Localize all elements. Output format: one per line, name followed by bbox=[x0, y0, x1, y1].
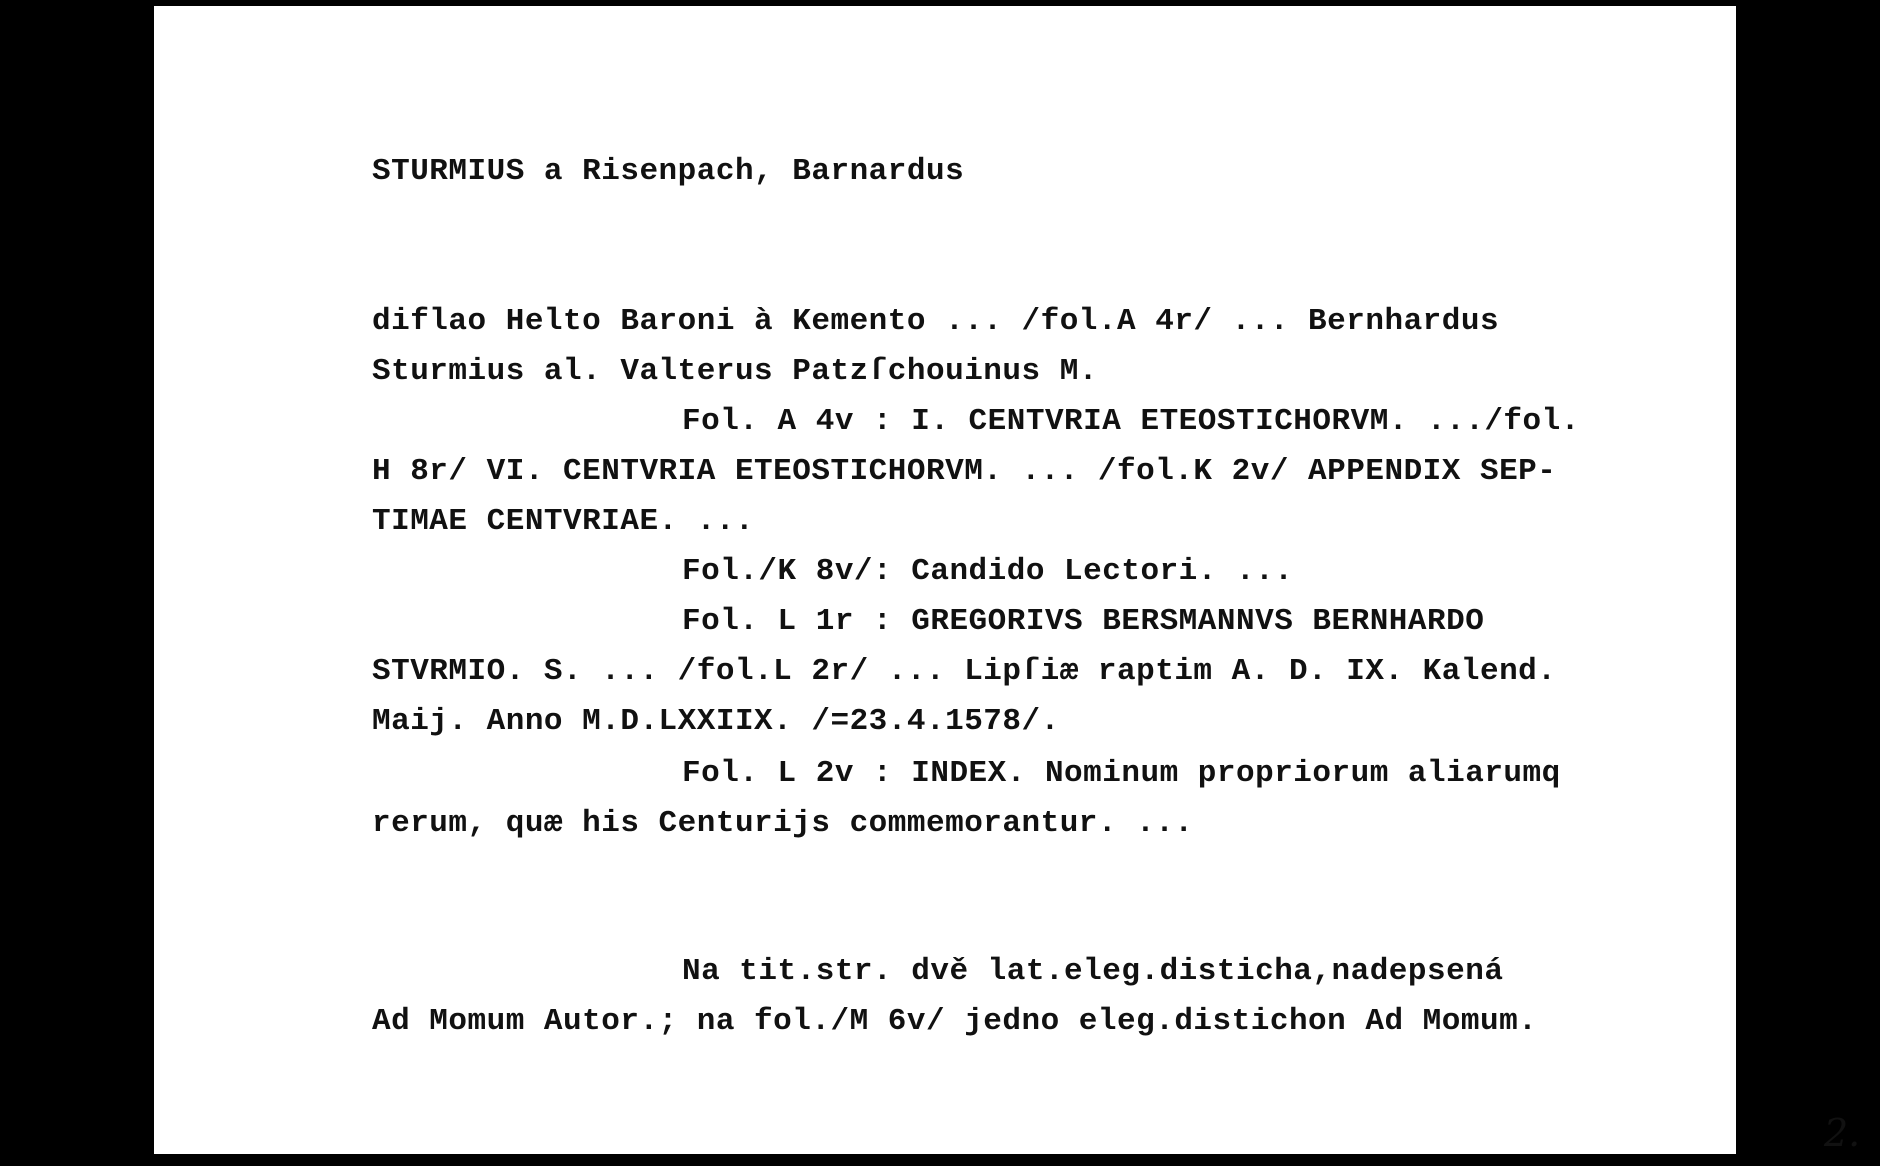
catalog-card bbox=[154, 6, 1861, 1155]
text-line: H 8r/ VI. CENTVRIA ETEOSTICHORVM. ... /fol.K 2v/ APPENDIX SEP- bbox=[372, 454, 1557, 489]
text-line: STVRMIO. S. ... /fol.L 2r/ ... Lipſiæ raptim A. D. IX. Kalend. bbox=[372, 654, 1557, 689]
text-line: diflao Helto Baroni à Kemento ... /fol.A 4r/ ... Bernhardus bbox=[372, 304, 1500, 339]
text-line: Ad Momum Autor.; na fol./M 6v/ jedno eleg.distichon Ad Momum. bbox=[372, 1004, 1538, 1039]
text-line: Na tit.str. dvě lat.eleg.disticha,nadepsená bbox=[682, 954, 1504, 989]
text-line: Maij. Anno M.D.LXXIIX. /=23.4.1578/. bbox=[372, 704, 1060, 739]
text-line: Sturmius al. Valterus Patzſchouinus M. bbox=[372, 354, 1098, 389]
card-heading: STURMIUS a Risenpach, Barnardus bbox=[372, 154, 965, 189]
page-number: 2. bbox=[1824, 1111, 1861, 1155]
text-line: Fol. L 2v : INDEX. Nominum propriorum aliarumq bbox=[682, 756, 1561, 791]
text-line: rerum, quæ his Centurijs commemorantur. ... bbox=[372, 806, 1194, 841]
text-line: Fol. A 4v : I. CENTVRIA ETEOSTICHORVM. .../fol. bbox=[682, 404, 1580, 439]
text-line: Fol. L 1r : GREGORIVS BERSMANNVS BERNHARDO bbox=[682, 604, 1485, 639]
text-line: Fol./K 8v/: Candido Lectori. ... bbox=[682, 554, 1294, 589]
text-line: TIMAE CENTVRIAE. ... bbox=[372, 504, 755, 539]
